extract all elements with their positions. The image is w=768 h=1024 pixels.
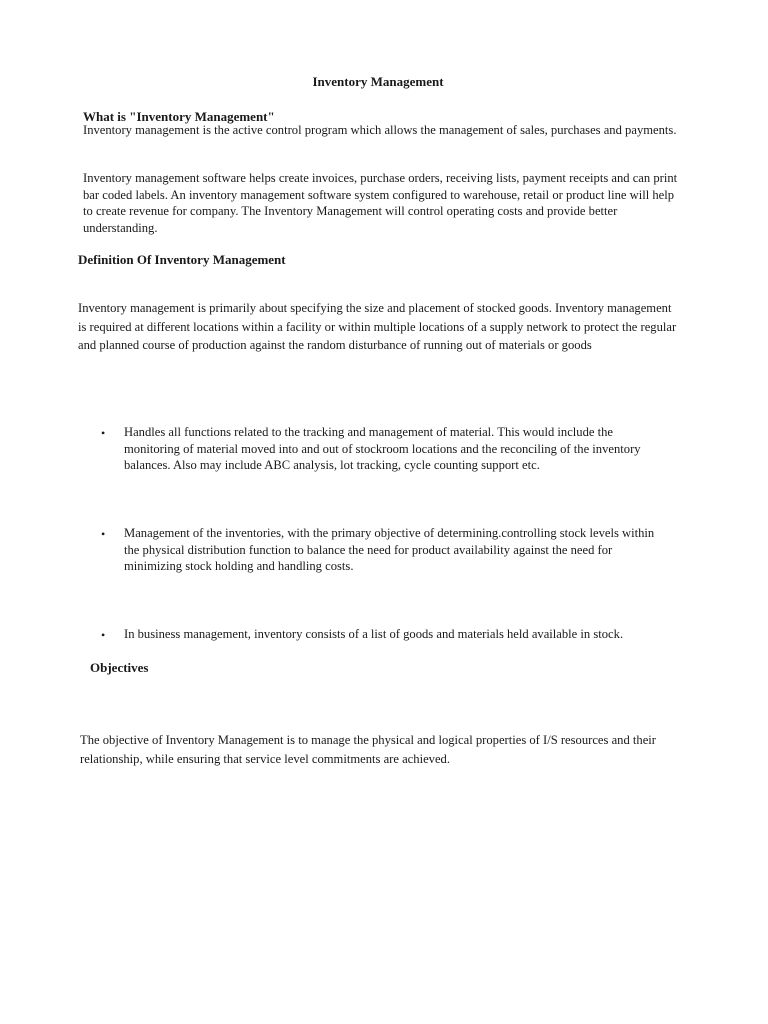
bullet-marker: •	[101, 628, 106, 642]
bullet-marker: •	[101, 426, 106, 440]
bullet-item-1-text: Handles all functions related to the tracking and management of material. This would include the monitoring of material moved into and out of stockroom locations and the reconciling of the inventory balances. Also may include ABC analysis, lot tracking, cycle counting support etc.	[124, 425, 641, 472]
what-is-paragraph-2: Inventory management software helps create invoices, purchase orders, receiving lists, payment receipts and can print bar coded labels. An inventory management software system configured to warehouse, retail or product line will help to create revenue for company. The Inventory Management will control operating costs and provide better understanding.	[83, 171, 678, 235]
bullet-item-3-text: In business management, inventory consists of a list of goods and materials held available in stock.	[124, 627, 624, 641]
objectives-heading: Objectives	[90, 660, 149, 675]
what-is-heading: What is "Inventory Management"	[83, 109, 275, 124]
document-title: Inventory Management	[312, 74, 444, 89]
what-is-paragraph-1: Inventory management is the active control program which allows the management of sales, purchases and payments.	[83, 123, 677, 137]
bullet-marker: •	[101, 527, 106, 541]
objectives-paragraph: The objective of Inventory Management is to manage the physical and logical properties of I/S resources and their relationship, while ensuring that service level commitments are achieved.	[80, 733, 656, 766]
definition-paragraph: Inventory management is primarily about specifying the size and placement of stocked goods. Inventory management is required at different locations within a facility or within multiple locations of a supply network to protect the regular and planned course of production against the random disturbance of running out of materials or goods	[78, 301, 677, 352]
bullet-item-2-text: Management of the inventories, with the primary objective of determining.controlling stock levels within the physical distribution function to balance the need for product availability against the need for minimizing stock holding and handling costs.	[124, 526, 655, 573]
definition-heading: Definition Of Inventory Management	[78, 252, 286, 267]
